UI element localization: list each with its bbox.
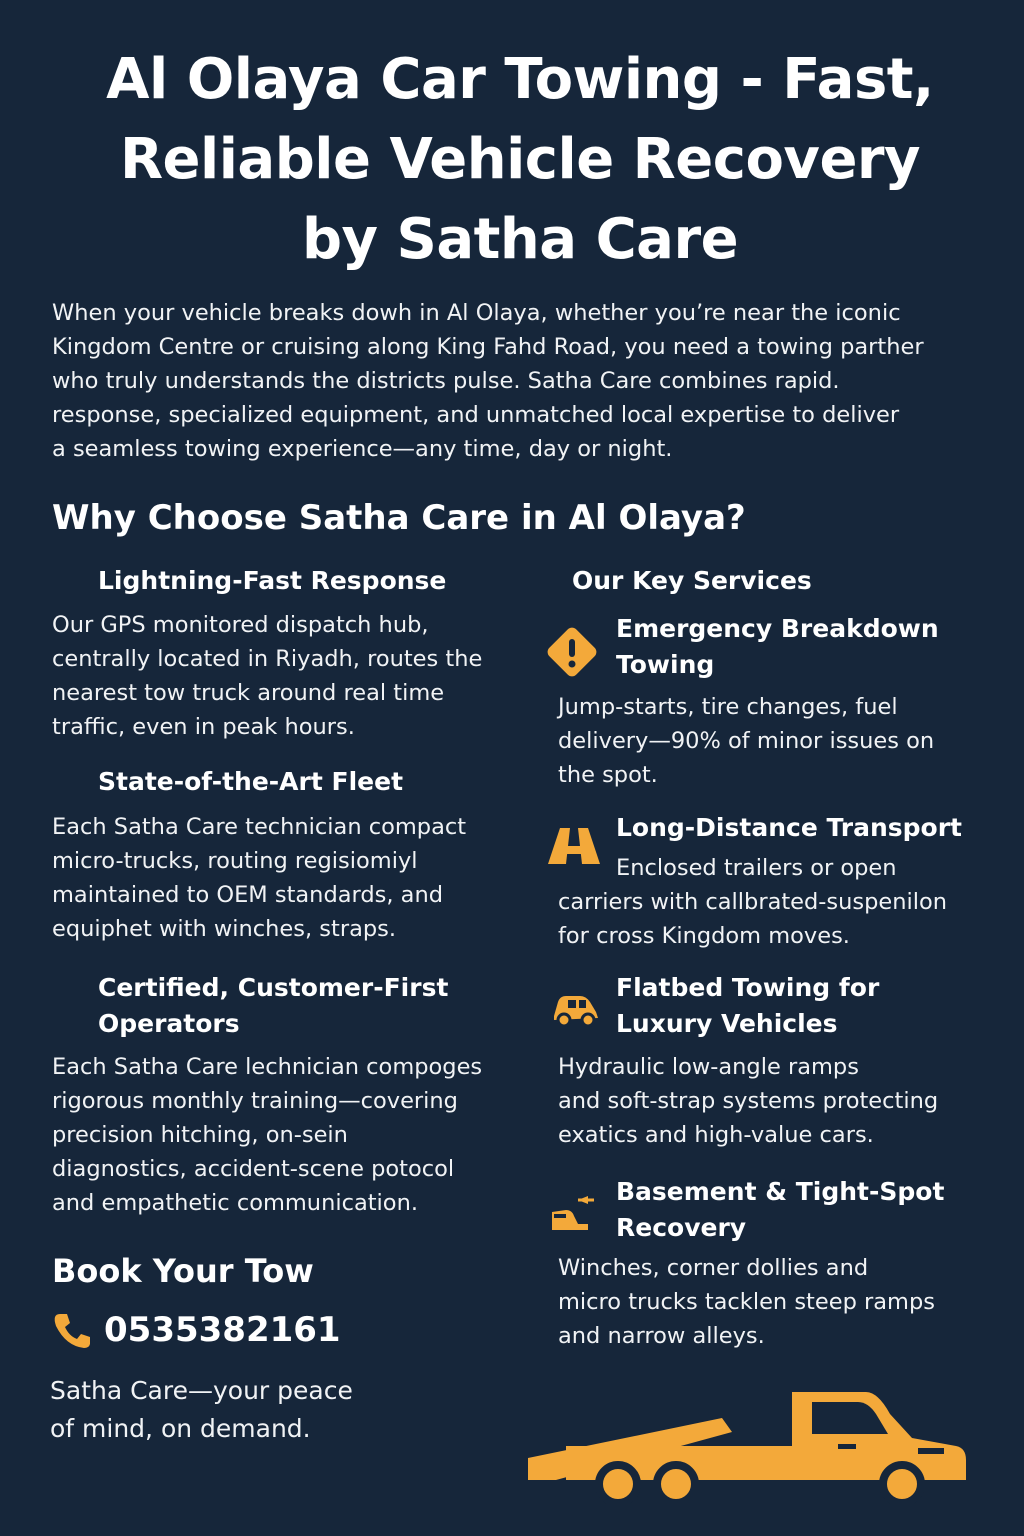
road-icon [546,826,602,866]
emergency-title [616,611,939,683]
operators-line: Each Satha Care lechnician compoges [52,1054,483,1080]
flatbed-body [558,1050,938,1152]
response-line: Our GPS monitored dispatch hub, [52,612,429,638]
fleet-title: State-of-the-Art Fleet [98,767,404,796]
car-icon [548,988,602,1030]
key-services-heading: Our Key Services [572,566,812,595]
basement-title-line-2: Recovery [616,1213,747,1242]
intro-line: Kingdom Centre or cruising along King Fahd Road, you need a towing parther [52,334,924,360]
basement-title-line-1: Basement & Tight-Spot [616,1177,945,1206]
flatbed-line: exatics and high-value cars. [558,1122,874,1148]
flatbed-line: and soft-strap systems protecting [558,1088,939,1114]
emergency-title-line-1: Emergency Breakdown [616,614,939,643]
page-title [40,40,1000,280]
why-choose-heading: Why Choose Satha Care in Al Olaya? [52,498,746,538]
flatbed-title-line-1: Flatbed Towing for [616,973,880,1002]
fleet-line: micro-trucks, routing regisiomiyl [52,848,418,874]
long-distance-line: Enclosed trailers or open [616,855,897,881]
phone-number-link[interactable]: 0535382161 [104,1310,341,1350]
tagline-line-1: Satha Care—your peace [50,1376,353,1405]
emergency-line: the spot. [558,762,658,788]
tow-truck-icon [526,1384,970,1508]
operators-line: precision hitching, on-sein [52,1122,348,1148]
operators-title-line-2: Operators [98,1009,240,1038]
basement-body [558,1251,935,1353]
response-line: traffic, even in peak hours. [52,714,355,740]
intro-paragraph [52,296,972,466]
book-heading: Book Your Tow [52,1252,314,1290]
ramp-icon [548,1190,602,1234]
emergency-body [558,690,934,792]
intro-line: a seamless towing experience—any time, day or night. [52,436,673,462]
emergency-line: Jump-starts, tire changes, fuel [558,694,898,720]
operators-title [98,970,448,1042]
intro-line: response, specialized equipment, and unmatched local expertise to deliver [52,402,900,428]
response-body [52,608,482,744]
basement-line: and narrow alleys. [558,1323,765,1349]
long-distance-body [558,885,947,953]
fleet-body [52,810,466,946]
tagline-line-2: of mind, on demand. [50,1414,311,1443]
fleet-line: Each Satha Care technician compact [52,814,467,840]
basement-line: micro trucks tacklen steep ramps [558,1289,935,1315]
flatbed-title-line-2: Luxury Vehicles [616,1009,838,1038]
basement-title [616,1174,944,1246]
phone-icon [52,1312,92,1354]
operators-line: rigorous monthly training—covering [52,1088,458,1114]
basement-line: Winches, corner dollies and [558,1255,869,1281]
title-line-3: by Satha Care [301,207,739,272]
long-distance-title: Long-Distance Transport [616,813,963,842]
emergency-line: delivery—90% of minor issues on [558,728,935,754]
response-line: nearest tow truck around real time [52,680,445,706]
tagline [50,1372,353,1448]
long-distance-body-first [616,851,897,885]
title-line-2: Reliable Vehicle Recovery [119,127,921,192]
emergency-title-line-2: Towing [616,650,715,679]
operators-line: and empathetic communication. [52,1190,418,1216]
operators-body [52,1050,482,1220]
operators-title-line-1: Certified, Customer-First [98,973,449,1002]
fleet-line: equiphet with winches, straps. [52,916,397,942]
flatbed-title [616,970,879,1042]
long-distance-line: carriers with callbrated-suspenilon [558,889,948,915]
operators-line: diagnostics, accident-scene potocol [52,1156,455,1182]
flatbed-line: Hydraulic low-angle ramps [558,1054,859,1080]
fleet-line: maintained to OEM standards, and [52,882,444,908]
long-distance-line: for cross Kingdom moves. [558,923,850,949]
intro-line: When your vehicle breaks dowh in Al Olaya, whether you’re near the iconic [52,300,901,326]
response-title: Lightning-Fast Response [98,566,447,595]
title-line-1: Al Olaya Car Towing - Fast, [106,47,934,112]
response-line: centrally located in Riyadh, routes the [52,646,483,672]
warning-icon [542,622,602,682]
intro-line: who truly understands the districts pulse. Satha Care combines rapid. [52,368,840,394]
